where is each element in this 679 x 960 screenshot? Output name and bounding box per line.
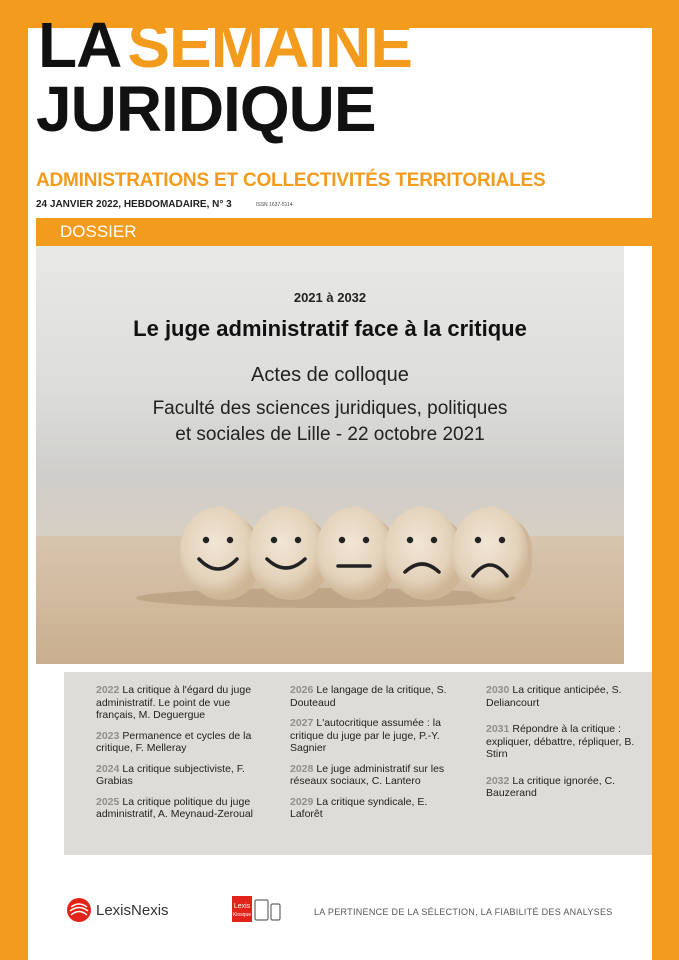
contents-entry[interactable]: 2029 La critique syndicale, E. Laforêt	[290, 795, 428, 820]
masthead-line1	[38, 9, 412, 81]
lexisnexis-logo[interactable]	[66, 897, 169, 923]
contents-entry[interactable]: 2023 Permanence et cycles de la critique, F. Melleray	[96, 729, 252, 754]
smile-face-icon	[180, 507, 260, 600]
dossier-subtitle: Actes de colloque	[251, 364, 409, 386]
contents-entry[interactable]: 2027 L'autocritique assumée : la critique du juge par le juge, P.-Y. Sagnier	[290, 717, 441, 754]
contents-column-3	[486, 684, 642, 808]
sad-face-icon	[384, 507, 464, 600]
contents-column-1	[96, 684, 266, 829]
publication-subtitle: ADMINISTRATIONS ET COLLECTIVITÉS TERRITORIALES	[36, 170, 546, 191]
contents-entry[interactable]: 2026 Le langage de la critique, S. Douteaud	[290, 684, 447, 709]
dossier-years: 2021 à 2032	[293, 290, 367, 305]
section-label: DOSSIER	[60, 222, 137, 241]
smile-face-icon	[248, 507, 328, 600]
lexisnexis-icon	[66, 897, 92, 923]
issn: ISSN 1637-5114	[256, 202, 293, 208]
neutral-face-icon	[316, 507, 396, 600]
venue-line-1: Faculté des sciences juridiques, politiques	[152, 398, 508, 419]
contents-entry[interactable]: 2030 La critique anticipée, S. Deliancourt	[486, 684, 622, 709]
title-semaine: SEMAINE	[127, 9, 412, 81]
brand-name: LexisNexis	[96, 901, 169, 919]
title-la: LA	[38, 9, 122, 81]
table-of-contents	[64, 672, 652, 855]
contents-entry[interactable]: 2031 Répondre à la critique : expliquer, débattre, répliquer, B. Stirn	[486, 723, 635, 760]
contents-entry[interactable]: 2032 La critique ignorée, C. Bauzerand	[486, 774, 616, 799]
sad-face-icon	[452, 507, 532, 600]
kiosque-line-2: Kiosque	[232, 912, 252, 918]
kiosque-line-1: Lexis	[233, 903, 251, 910]
title-juridique: JURIDIQUE	[36, 73, 376, 145]
contents-entry[interactable]: 2025 La critique politique du juge administratif, A. Meynaud-Zeroual	[96, 795, 253, 820]
section-bar	[36, 218, 660, 246]
contents-entry[interactable]: 2028 Le juge administratif sur les réseaux sociaux, C. Lantero	[290, 762, 445, 787]
faces-illustration	[36, 246, 624, 664]
kiosque-devices-icon	[232, 896, 284, 922]
dossier-venue	[36, 396, 624, 448]
hero-image	[36, 246, 624, 664]
contents-column-2	[290, 684, 462, 829]
contents-entry[interactable]: 2024 La critique subjectiviste, F. Grabias	[96, 762, 245, 787]
contents-entry[interactable]: 2022 La critique à l'égard du juge administratif. Le point de vue français, M. Deguergue	[96, 684, 252, 721]
dossier-title: Le juge administratif face à la critique	[133, 316, 527, 341]
venue-line-2: et sociales de Lille - 22 octobre 2021	[175, 424, 485, 445]
lexis-kiosque-logo[interactable]	[232, 896, 284, 926]
tagline: LA PERTINENCE DE LA SÉLECTION, LA FIABILITÉ DES ANALYSES	[314, 907, 613, 917]
issue-info: 24 JANVIER 2022, HEBDOMADAIRE, N° 3	[36, 199, 232, 210]
